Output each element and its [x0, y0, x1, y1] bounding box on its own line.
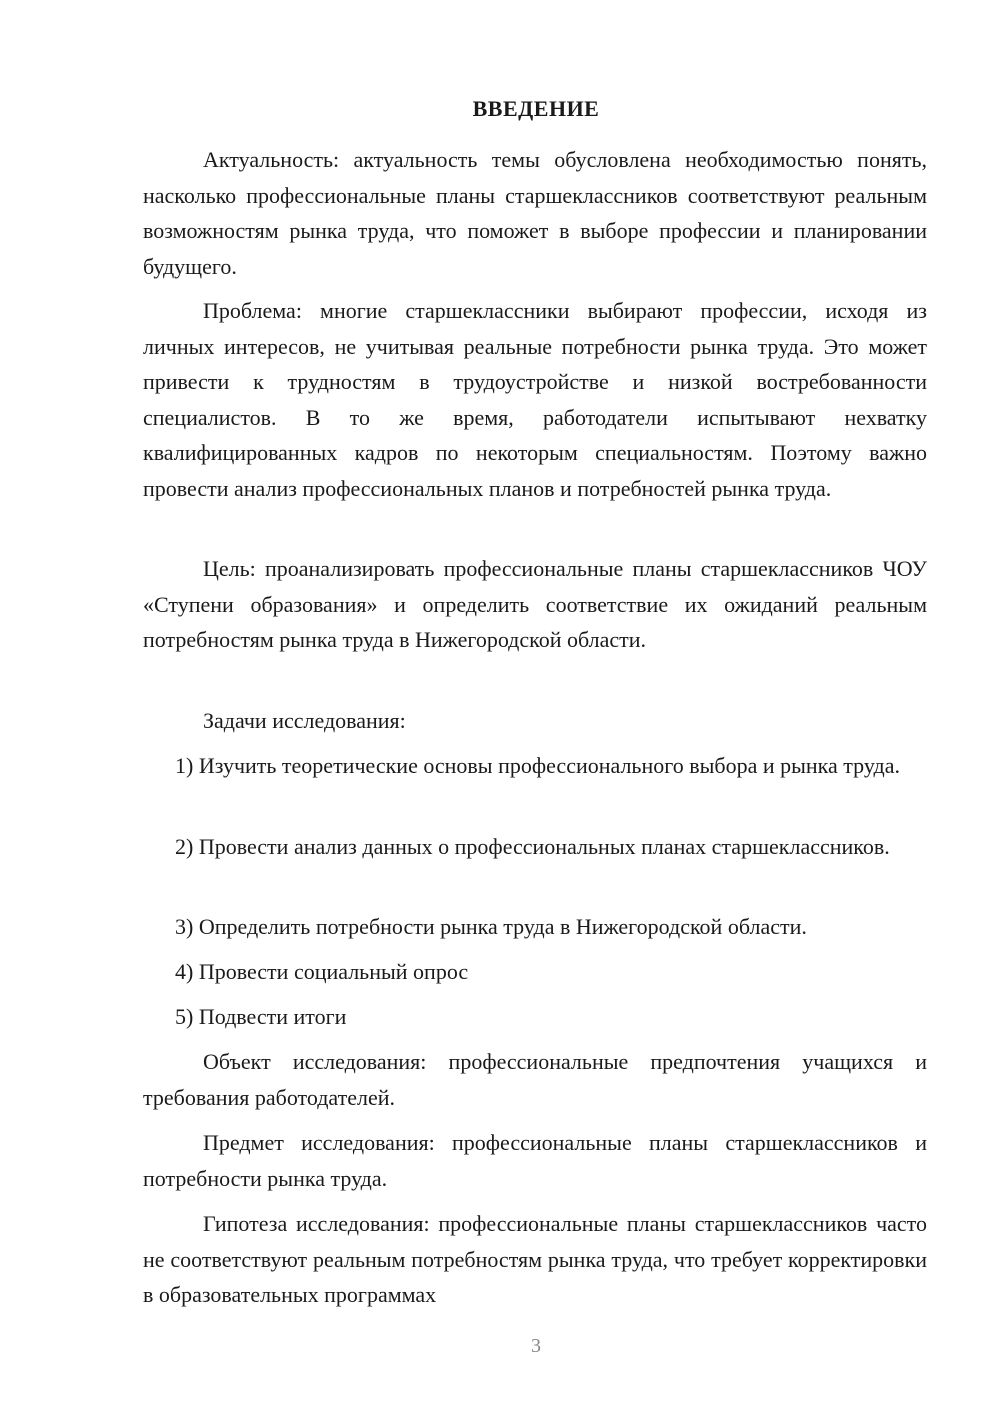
task-item-4: 4) Провести социальный опрос [175, 959, 469, 984]
paragraph-goal: Цель: проанализировать профессиональные планы старшеклассников ЧОУ «Ступени образования» и определить соответствие их ожиданий реальным потребностям рынка труда в Нижегородской области. [143, 556, 927, 652]
task-item-5: 5) Подвести итоги [175, 1004, 347, 1029]
paragraph-problem: Проблема: многие старшеклассники выбирают профессии, исходя из личных интересов, не учитывая реальные потребности рынка труда. Это может привести к трудностям в трудоустройстве и низкой востребованности специалистов. В то же время, работодатели испытывают нехватку квалифицированных кадров по некоторым специальностям. Поэтому важно провести анализ профессиональных планов и потребностей рынка труда. [143, 298, 927, 501]
paragraph-hypothesis: Гипотеза исследования: профессиональные планы старшеклассников часто не соответствуют реальным потребностям рынка труда, что требует корректировки в образовательных программах [143, 1211, 927, 1307]
page-number: 3 [531, 1335, 541, 1357]
task-item-1: 1) Изучить теоретические основы профессионального выбора и рынка труда. [175, 753, 900, 778]
paragraph-subject: Предмет исследования: профессиональные планы старшеклассников и потребности рынка труда. [143, 1130, 927, 1191]
paragraph-object: Объект исследования: профессиональные предпочтения учащихся и требования работодателей. [143, 1049, 927, 1110]
paragraph-relevance: Актуальность: актуальность темы обусловлена необходимостью понять, насколько профессиональные планы старшеклассников соответствуют реальным возможностям рынка труда, что поможет в выборе профессии и планировании будущего. [143, 147, 927, 279]
task-item-3: 3) Определить потребности рынка труда в Нижегородской области. [175, 914, 807, 939]
paragraph-tasks-heading: Задачи исследования: [203, 708, 406, 733]
page-title: ВВЕДЕНИЕ [472, 96, 600, 121]
task-item-2: 2) Провести анализ данных о профессиональных планах старшеклассников. [175, 834, 890, 859]
